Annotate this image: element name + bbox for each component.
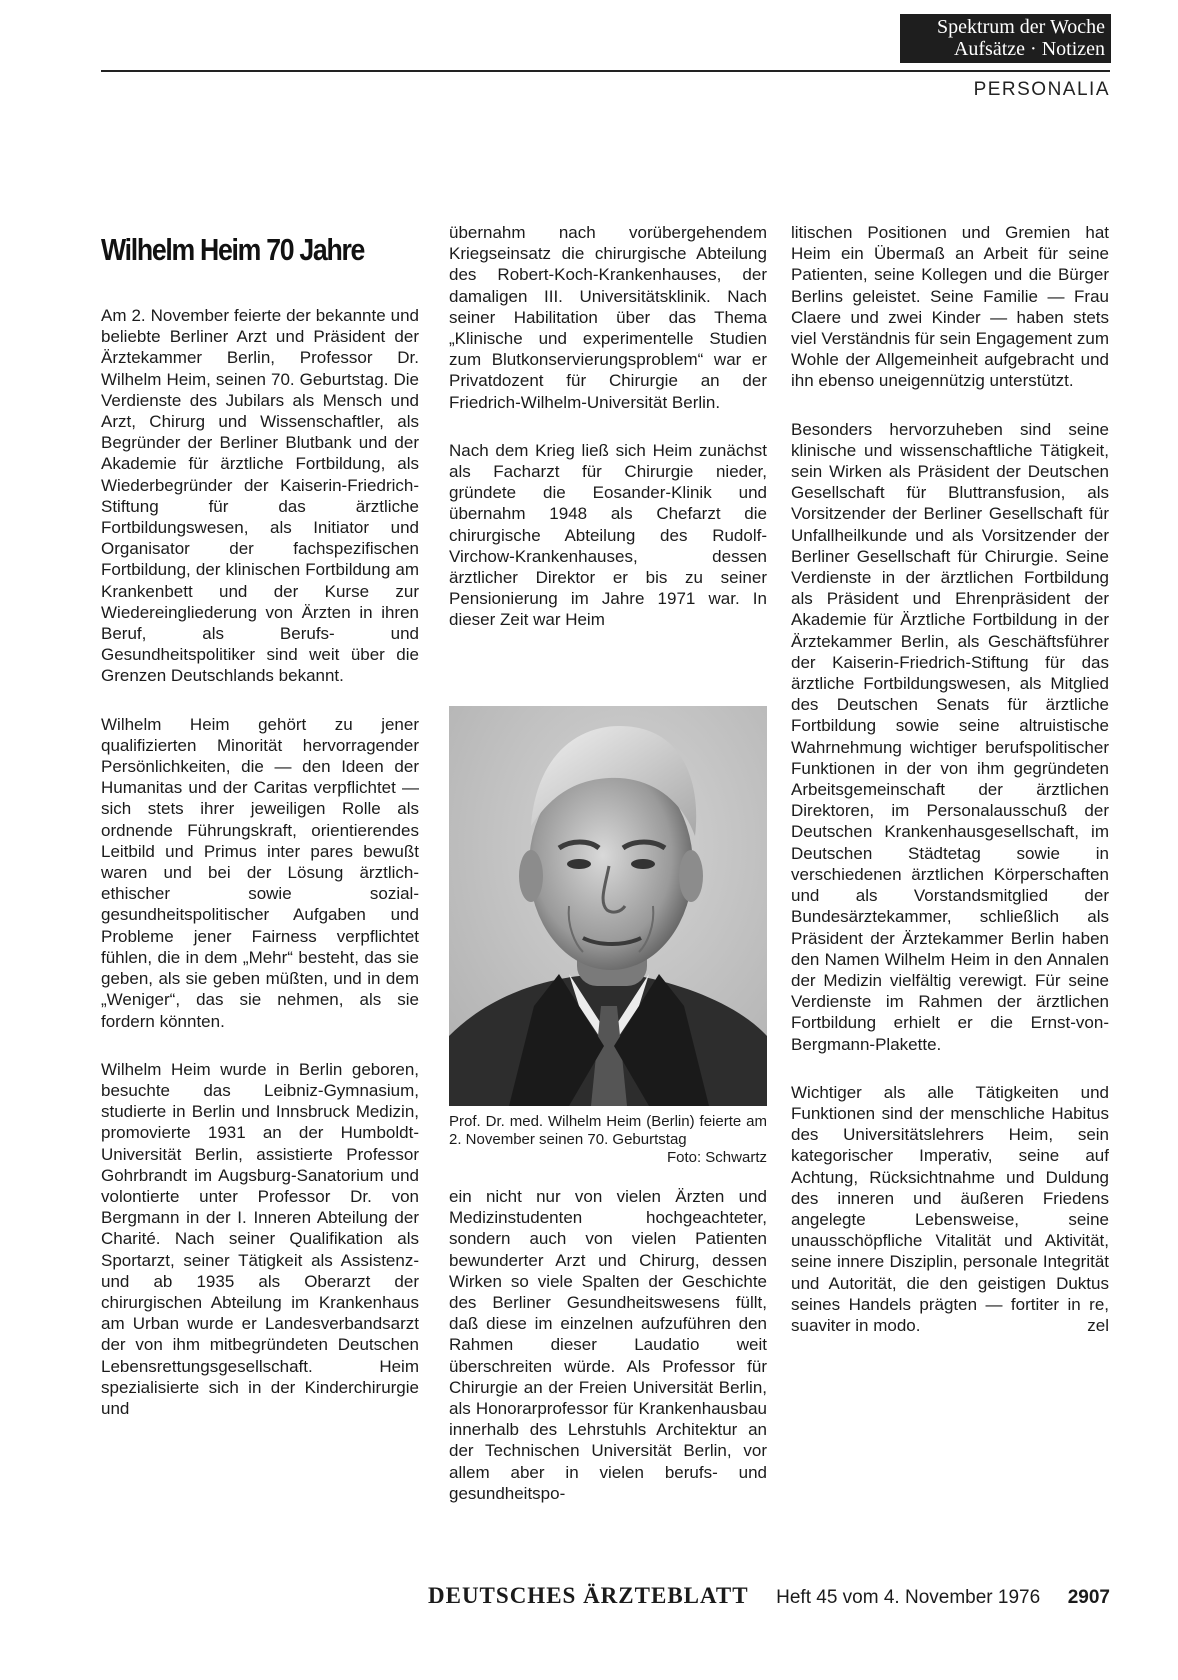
paragraph: Wilhelm Heim wurde in Berlin geboren, besuchte das Leibniz-Gymnasium, studierte in Berlin und Innsbruck Medizin, promovierte 1931 an der Humboldt-Universität Berlin, assistierte Professor Gohrbrandt im Augsburg-Sanatorium und volontierte unter Professor Dr. von Bergmann in der I. Inneren Abteilung der Charité. Nach seiner Qualifikation als Sportarzt, seiner Tätigkeit als Assistenz- und ab 1935 als Oberarzt der chirurgischen Abteilung im Krankenhaus am Urban wurde er Landesverbandsarzt der von ihm mitbegründeten Deutschen Lebensrettungsgesellschaft. Heim spezialisierte sich in der Kinderchirurgie und: [101, 1059, 419, 1418]
paragraph: Nach dem Krieg ließ sich Heim zunächst als Facharzt für Chirurgie nieder, gründete die Eosander-Klinik und übernahm 1948 als Chefarzt die chirurgische Abteilung des Rudolf-Virchow-Krankenhauses, dessen ärztlicher Direktor er bis zu seiner Pensionierung im Jahre 1971 war. In dieser Zeit war Heim: [449, 440, 767, 630]
paragraph-text: Wichtiger als alle Tätigkeiten und Funktionen sind der menschliche Habitus des Universitätslehrers Heim, sein kategorischer Imperativ, seine auf Achtung, Rücksichtnahme und Duldung des inneren und äußeren Friedens angelegte Lebensweise, seine unausschöpfliche Vitalität und Aktivität, seine innere Disziplin, personale Integrität und Autorität, die den geistigen Duktus seines Handels prägten — fortiter in re, suaviter in modo.: [791, 1082, 1109, 1335]
section-label-box: [900, 14, 1111, 63]
portrait-photo: [449, 706, 767, 1106]
section-label-line1: Spektrum der Woche: [937, 16, 1105, 38]
issue-info: Heft 45 vom 4. November 1976: [776, 1587, 1041, 1608]
photo-credit: Foto: Schwartz: [666, 1149, 767, 1166]
article-headline: Wilhelm Heim 70 Jahre: [101, 232, 365, 267]
column-1: [101, 305, 419, 1419]
column-2-top: [449, 222, 767, 631]
caption-text: Prof. Dr. med. Wilhelm Heim (Berlin) feierte am 2. November seinen 70. Geburtstag: [449, 1113, 767, 1148]
photo-caption: [449, 1113, 767, 1167]
header-rule: [101, 70, 1110, 72]
section-label-line2: Aufsätze · Notizen: [953, 38, 1105, 60]
page-footer: [428, 1583, 1110, 1609]
column-2-bottom: [449, 1186, 767, 1504]
paragraph: litischen Positionen und Gremien hat Heim ein Übermaß an Arbeit für seine Patienten, seine Kollegen und die Bürger Berlins geleistet. Seine Familie — Frau Claere und zwei Kinder — haben stets viel Verständnis für sein Engagement zum Wohle der Allgemeinheit aufgebracht und ihn ebenso uneigennützig unterstützt.: [791, 223, 1109, 391]
column-3: [791, 222, 1109, 1336]
category-label: PERSONALIA: [973, 79, 1110, 100]
magazine-name: DEUTSCHES ÄRZTEBLATT: [428, 1583, 749, 1608]
paragraph: [791, 1082, 1109, 1336]
paragraph: ein nicht nur von vielen Ärzten und Medizinstudenten hochgeachteter, sondern auch von vielen Patienten bewunderter Arzt und Chirurg, dessen Wirken so viele Spalten der Geschichte des Berliner Gesundheitswesens füllt, daß diese im einzelnen aufzuführen den Rahmen dieser Laudatio weit überschreiten würde. Als Professor für Chirurgie an der Freien Universität Berlin, als Honorarprofessor für Krankenhausbau innerhalb des Lehrstuhls Architektur an der Technischen Universität Berlin, vor allem aber in vielen berufs- und gesundheitspo-: [449, 1187, 767, 1503]
paragraph: Besonders hervorzuheben sind seine klinische und wissenschaftliche Tätigkeit, sein Wirken als Präsident der Deutschen Gesellschaft für Bluttransfusion, als Vorsitzender der Berliner Gesellschaft für Unfallheilkunde und als Vorsitzender der Berliner Gesellschaft für Chirurgie. Seine Verdienste in der ärztlichen Fortbildung als Präsident und Ehrenpräsident der Akademie für Ärztliche Fortbildung in der Ärztekammer Berlin, als Geschäftsführer der Kaiserin-Friedrich-Stiftung für das ärztliche Fortbildungswesen, als Mitglied des Deutschen Senats für ärztliche Fortbildung sowie seine altruistische Wahrnehmung wichtiger berufspolitischer Funktionen in der von ihm gegründeten Arbeitsgemeinschaft der ärztlichen Direktoren, im Personalausschuß der Deutschen Krankenhausgesellschaft, im Deutschen Städtetag sowie in verschiedenen ärztlichen Körperschaften und als Vorstandsmitglied der Bundesärztekammer, schließlich als Präsident der Ärztekammer Berlin haben den Namen Wilhelm Heim in den Annalen der Medizin vielfältig verewigt. Für seine Verdienste im Rahmen der ärztlichen Fortbildung erhielt er die Ernst-von-Bergmann-Plakette.: [791, 419, 1109, 1054]
paragraph: übernahm nach vorübergehendem Kriegseinsatz die chirurgische Abteilung des Robert-Koch-Krankenhauses, der damaligen III. Universitätsklinik. Nach seiner Habilitation über das Thema „Klinische und experimentelle Studien zum Blutkonservierungsproblem“ war er Privatdozent für Chirurgie an der Friedrich-Wilhelm-Universität Berlin.: [449, 223, 767, 412]
page-number: 2907: [1067, 1587, 1110, 1608]
author-signature: zel: [1087, 1315, 1109, 1335]
portrait-illustration: [449, 706, 767, 1106]
paragraph: Wilhelm Heim gehört zu jener qualifizierten Minorität hervorragender Persönlichkeiten, die — den Ideen der Humanitas und der Caritas verpflichtet — sich stets ihrer jeweiligen Rolle als ordnende Führungskraft, orientierendes Leitbild und Primus inter pares bewußt waren und bei der Lösung ärztlich-ethischer sowie sozial-gesundheitspolitischer Aufgaben und Probleme jener Fairness verpflichtet fühlen, die in dem „Mehr“ besteht, das sie geben, als sie geben müßten, und in dem „Weniger“, das sie nehmen, als sie fordern könnten.: [101, 714, 419, 1031]
paragraph: Am 2. November feierte der bekannte und beliebte Berliner Arzt und Präsident der Ärztekammer Berlin, Professor Dr. Wilhelm Heim, seinen 70. Geburtstag. Die Verdienste des Jubilars als Mensch und Arzt, Chirurg und Wissenschaftler, als Begründer der Berliner Blutbank und der Akademie für ärztliche Fortbildung, als Wiederbegründer der Kaiserin-Friedrich-Stiftung für das ärztliche Fortbildungswesen, als Initiator und Organisator der fachspezifischen Fortbildung, der klinischen Fortbildung am Krankenbett und der Kurse zur Wiedereingliederung von Ärzten in ihren Beruf, als Berufs- und Gesundheitspolitiker sind weit über die Grenzen Deutschlands bekannt.: [101, 306, 419, 686]
